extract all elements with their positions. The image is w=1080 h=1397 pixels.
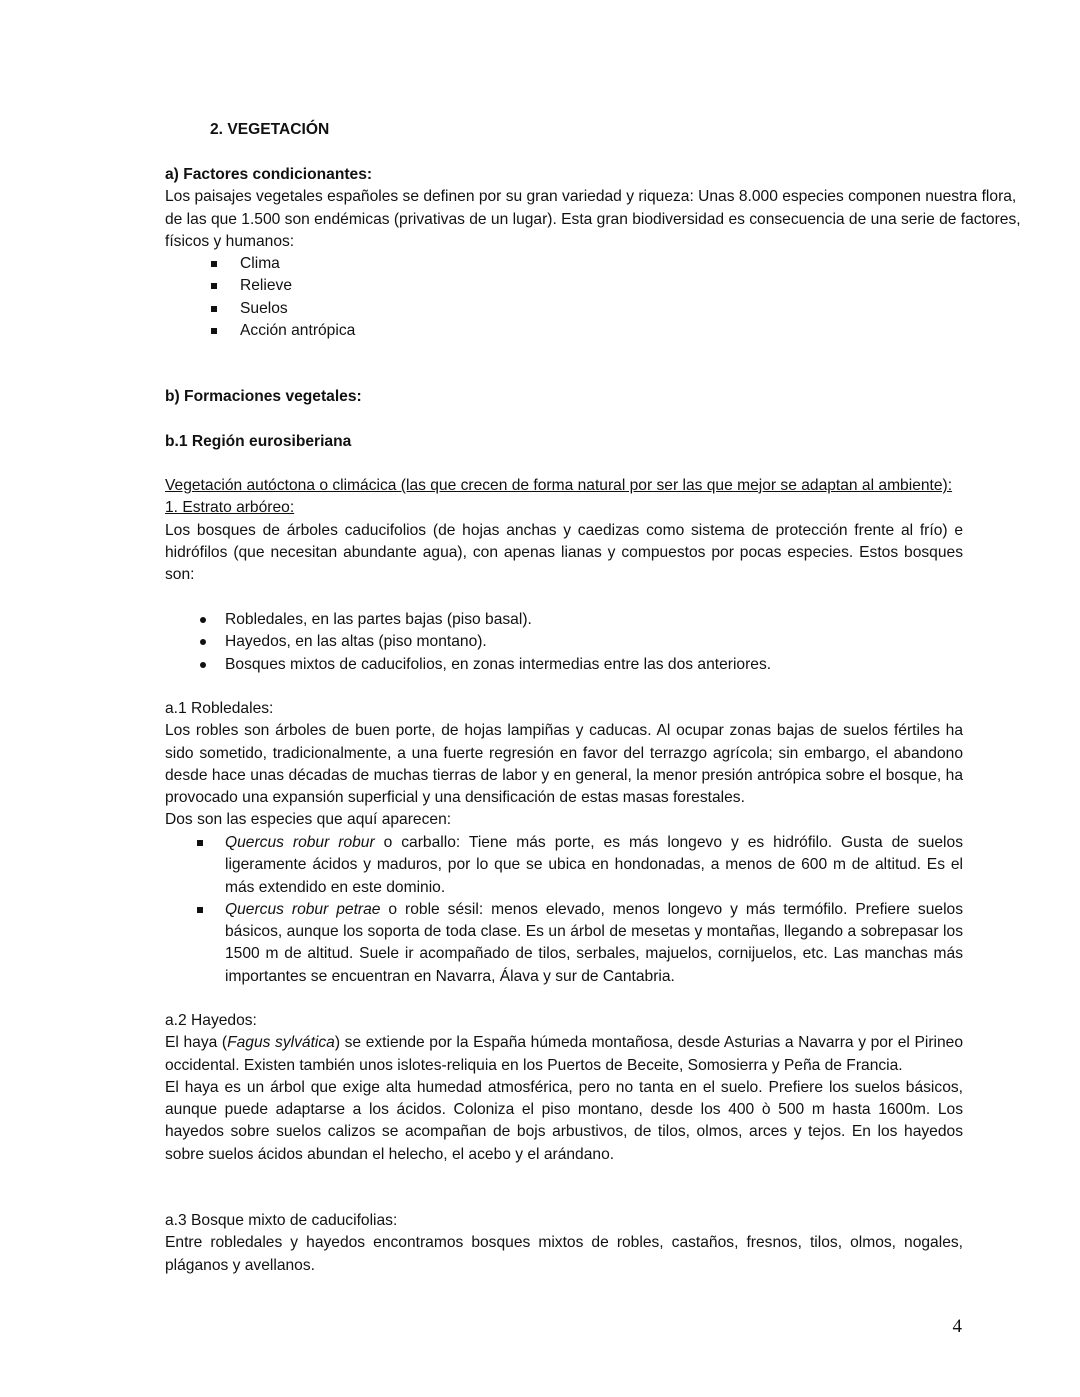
species-list xyxy=(225,832,963,988)
autoctona-section xyxy=(165,475,963,586)
list-item: Hayedos, en las altas (piso montano). xyxy=(225,631,965,653)
estrato-heading: 1. Estrato arbóreo: xyxy=(165,499,295,517)
round-bullet-icon xyxy=(200,617,206,623)
factores-section xyxy=(165,164,1027,253)
list-item: Bosques mixtos de caducifolios, en zonas intermedias entre las dos anteriores. xyxy=(225,654,965,676)
square-bullet-icon xyxy=(211,306,217,312)
list-item: Robledales, en las partes bajas (piso basal). xyxy=(225,609,965,631)
round-bullet-icon xyxy=(200,639,206,645)
robledales-heading: a.1 Robledales: xyxy=(165,700,274,717)
mixto-text: Entre robledales y hayedos encontramos bosques mixtos de robles, castaños, fresnos, tilos, olmos, nogales, pláganos y avellanos. xyxy=(165,1234,963,1274)
hayedos-p1: El haya (Fagus sylvática) se extiende por la España húmeda montañosa, desde Asturias a Navarra y por el Pirineo occidental. Existen también unos islotes-reliquia en los Puertos de Beceite, Somosierra y Peña de Francia. xyxy=(165,1034,964,1074)
species-name: Quercus robur petrae xyxy=(225,900,381,918)
square-bullet-icon xyxy=(211,261,217,267)
section-title: 2. VEGETACIÓN xyxy=(210,121,330,138)
species-name: Fagus sylvática xyxy=(227,1034,335,1052)
square-bullet-icon xyxy=(211,328,217,334)
robledales-intro: Dos son las especies que aquí aparecen: xyxy=(165,811,452,829)
robledales-section xyxy=(165,698,963,832)
list-item: Suelos xyxy=(240,298,355,320)
list-item: Relieve xyxy=(240,275,355,297)
square-bullet-icon xyxy=(197,840,203,846)
square-bullet-icon xyxy=(197,907,203,913)
hayedos-heading: a.2 Hayedos: xyxy=(165,1012,257,1029)
factores-heading: a) Factores condicionantes: xyxy=(165,166,373,183)
list-item: Quercus robur petrae o roble sésil: menos elevado, menos longevo y más termófilo. Prefiere suelos básicos, aunque los soporta de toda clase. Es un árbol de mesetas y montañas, llegando a sobrepasar los 1500 m de altitud. Suele ir acompañado de tilos, serbales, majuelos, cornijuelos, etc. Las manchas más importantes se encuentran en Navarra, Álava y sur de Cantabria. xyxy=(225,899,963,988)
formaciones-heading: b) Formaciones vegetales: xyxy=(165,388,362,405)
estrato-text: Los bosques de árboles caducifolios (de hojas anchas y caedizas como sistema de protección frente al frío) e hidrófilos (que necesitan abundante agua), con apenas lianas y compuestos por pocas especies. Estos bosques son: xyxy=(165,521,963,584)
list-item: Acción antrópica xyxy=(240,320,355,342)
robledales-text: Los robles son árboles de buen porte, de hojas lampiñas y caducas. Al ocupar zonas bajas de suelos fértiles ha sido sometido, tradicionalmente, a una fuerte regresión en favor del terrazgo agrícola; sin embargo, el abandono desde hace unas décadas de muchas tierras de labor y en general, la menor presión antrópica sobre el bosque, ha provocado una expansión superficial y una densificación de estas masas forestales. xyxy=(165,722,963,807)
hayedos-section xyxy=(165,1010,963,1166)
hayedos-p2: El haya es un árbol que exige alta humedad atmosférica, pero no tanta en el suelo. Prefiere los suelos básicos, aunque puede adaptarse a los ácidos. Coloniza el piso montano, desde los 400 ò 500 m hasta 1600m. Los hayedos sobre suelos calizos se acompañan de bojs arbustivos, de tilos, olmos, arces y tejos. En los hayedos sobre suelos ácidos abundan el helecho, el acebo y el arándano. xyxy=(165,1078,963,1163)
mixto-section xyxy=(165,1210,963,1277)
list-item: Quercus robur robur o carballo: Tiene más porte, es más longevo y es hidrófilo. Gusta de suelos ligeramente ácidos y maduros, por lo que se ubica en hondonadas, a menos de 600 m de altitud. Es el más extendido en este dominio. xyxy=(225,832,963,899)
autoctona-heading: Vegetación autóctona o climácica (las que crecen de forma natural por ser las que mejor se adaptan al ambiente): xyxy=(165,477,953,494)
page-number: 4 xyxy=(952,1316,962,1337)
region-heading: b.1 Región eurosiberiana xyxy=(165,433,352,450)
square-bullet-icon xyxy=(211,283,217,289)
factores-list xyxy=(240,253,355,342)
list-item: Clima xyxy=(240,253,355,275)
species-name: Quercus robur robur xyxy=(225,834,375,851)
bosques-list xyxy=(225,609,965,676)
mixto-heading: a.3 Bosque mixto de caducifolias: xyxy=(165,1212,398,1229)
factores-text: Los paisajes vegetales españoles se definen por su gran variedad y riqueza: Unas 8.000 especies componen nuestra flora, de las que 1.500 son endémicas (privativas de un lugar). Esta gran biodiversidad es consecuencia de una serie de factores, físicos y humanos: xyxy=(165,188,1021,250)
round-bullet-icon xyxy=(200,662,206,668)
